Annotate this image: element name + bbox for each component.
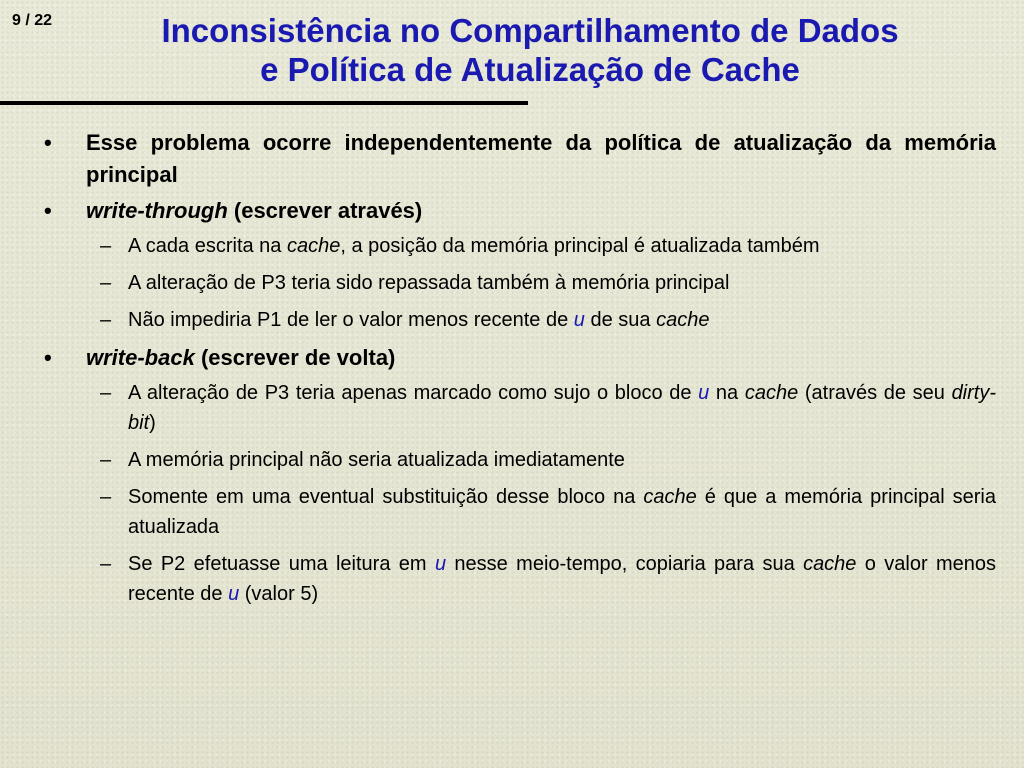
variable-u: u	[434, 553, 447, 575]
sub-bullet-write-through-2	[86, 268, 996, 298]
sub-bullet-write-back-2	[86, 445, 996, 475]
text-segment: Se P2 efetuasse uma leitura em	[128, 553, 435, 575]
sub-bullet-write-back-4	[86, 549, 996, 609]
text-segment: na	[709, 382, 745, 404]
text-segment: (através de seu	[798, 382, 952, 404]
text-segment: de sua	[584, 309, 657, 331]
variable-u: u	[573, 309, 585, 331]
text-segment: A alteração de P3 teria apenas marcado como sujo o bloco de	[128, 382, 699, 404]
term-cache: cache	[643, 486, 697, 508]
text-segment: A alteração de P3 teria sido repassada também à memória principal	[128, 272, 730, 294]
dash-marker: –	[100, 486, 112, 508]
title-underline	[0, 101, 528, 105]
text-segment: A cada escrita na	[128, 235, 287, 257]
title-line-1: Inconsistência no Compartilhamento de Dados	[161, 12, 899, 49]
title-line-2: e Política de Atualização de Cache	[260, 50, 800, 88]
slide-number: 9 / 22	[12, 12, 53, 29]
bullet-marker: •	[44, 198, 52, 223]
text-segment: Não impediria P1 de ler o valor menos recente de	[128, 309, 574, 331]
variable-u: u	[228, 583, 240, 605]
slide-title	[40, 12, 1020, 89]
text-segment: , a posição da memória principal é atualizada também	[340, 235, 820, 257]
bullet-problem	[44, 127, 996, 191]
sub-bullet-write-back-1	[86, 378, 996, 438]
dash-marker: –	[100, 272, 112, 294]
term-write-through: write-through	[86, 198, 228, 223]
bullet-marker: •	[44, 130, 52, 155]
term-translation: (escrever através)	[227, 198, 423, 223]
dash-marker: –	[100, 449, 112, 471]
term-translation: (escrever de volta)	[194, 345, 396, 370]
term-cache: cache	[803, 553, 857, 575]
slide-content	[44, 127, 996, 616]
sub-bullet-write-back-3	[86, 482, 996, 542]
bullet-text: Esse problema ocorre independentemente da política de atualização da memória principal	[86, 130, 996, 187]
dash-marker: –	[100, 553, 112, 575]
text-segment: )	[149, 412, 156, 434]
dash-marker: –	[100, 382, 112, 404]
text-segment: o valor menos recente de	[128, 553, 997, 605]
term-cache: cache	[744, 382, 799, 404]
bullet-marker: •	[44, 345, 52, 370]
term-cache: cache	[656, 309, 710, 331]
dash-marker: –	[100, 235, 112, 257]
dash-marker: –	[100, 309, 112, 331]
bullet-write-back	[44, 342, 996, 374]
text-segment: é que a memória principal seria atualizada	[128, 486, 996, 538]
term-cache: cache	[286, 235, 341, 257]
sub-bullet-write-through-3	[86, 305, 996, 335]
text-segment: nesse meio-tempo, copiaria para sua	[446, 553, 804, 575]
bullet-write-through	[44, 195, 996, 227]
variable-u: u	[698, 382, 710, 404]
term-write-back: write-back	[86, 345, 195, 370]
text-segment: Somente em uma eventual substituição desse bloco na	[128, 486, 644, 508]
text-segment: (valor 5)	[239, 583, 319, 605]
text-segment: A memória principal não seria atualizada imediatamente	[128, 449, 625, 471]
sub-bullet-write-through-1	[86, 231, 996, 261]
term-dirty-bit: dirty-bit	[128, 382, 997, 434]
